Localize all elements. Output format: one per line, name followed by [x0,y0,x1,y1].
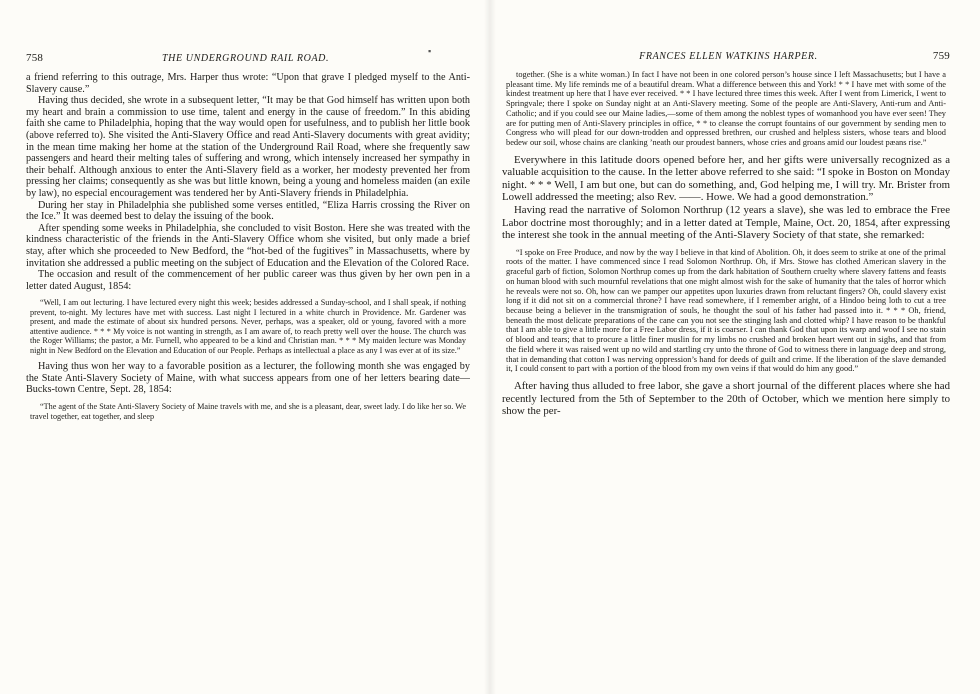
left-paragraph: a friend referring to this outrage, Mrs. Harper thus wrote: “Upon that grave I pledged myself to the Anti-Slavery cause.” [26,72,470,95]
left-paragraph: Having thus decided, she wrote in a subsequent letter, “It may be that God himself has written upon both my heart and brain a commission to use time, talent and energy in the cause of freedom.” In this abiding faith she came to Philadelphia, hoping that the way would open for usefulness, and to publish her little book (above referred to). She visited the Anti-Slavery Office and read Anti-Slavery documents with great avidity; in the mean time making her home at the station of the Underground Rail Road, where she frequently saw passengers and heard their melting tales of suffering and wrong, which intensely increased her sympathy in their behalf. Although anxious to enter the Anti-Slavery field as a worker, her modesty prevented her from pressing her claims; consequently as she was but little known, being a young and homeless maiden (an exile by law), no especial encouragement was tendered her by Anti-Slavery friends in Philadelphia. [26,95,470,199]
right-running-head [502,50,950,62]
right-letter-quote: together. (She is a white woman.) In fact I have not been in one colored person’s house since I left Massachusetts; but I have a pleasant time. My life reminds me of a beautiful dream. What a difference between this and York! * * I have met with some of the kindest treatment up here that I have ever received. * * I have lectured three times this week. After I went from Limerick, I went to Springvale; there I spoke on Sunday night at an Anti-Slavery meeting. Some of the people are Anti-Slavery, Anti-rum and Anti-Catholic; and if you could see our Maine ladies,—some of them among the noblest types of womanhood you have ever seen! They are for putting men of Anti-Slavery principles in office, * * to cleanse the corrupt fountains of our government by sending men to Congress who will plead for our down-trodden and oppressed brethren, our crushed and helpless sisters, whose tears and blood bedew our soil, whose chains are clanking ’neath our proudest banners, whose cries and groans amid our loudest pæans rise.” [506,70,946,147]
right-paragraph: Everywhere in this latitude doors opened before her, and her gifts were universally recognized as a valuable acquisition to the cause. In the letter above referred to she said: “I spoke in Boston on Monday night. * * * Well, I am but one, but can do something, and, God helping me, I will try. Mr. Brister from Lowell addressed the meeting; also Rev. ——. Howe. We had a good demonstration.” [502,153,950,204]
right-running-title: FRANCES ELLEN WATKINS HARPER. [639,51,818,62]
left-paragraph: After spending some weeks in Philadelphia, she concluded to visit Boston. Here she was treated with the kindness characteristic of the friends in the Anti-Slavery Office whom she visited, but only made a brief stay, after which she proceeded to New Bedford, the “hot-bed of the fugitives” in Massachusetts, where by invitation she addressed a public meeting on the subject of Education and the Elevation of the Colored Race. [26,222,470,269]
left-paragraph: During her stay in Philadelphia she published some verses entitled, “Eliza Harris crossing the River on the Ice.” It was deemed best to delay the issuing of the book. [26,199,470,223]
page-speck: ▪ [428,46,432,56]
left-running-title: THE UNDERGROUND RAIL ROAD. [162,53,330,64]
left-running-head [26,52,470,64]
right-page-number: 759 [932,50,950,62]
left-paragraph: Having thus won her way to a favorable position as a lecturer, the following month she was engaged by the State Anti-Slavery Society of Maine, with what success appears from one of her letters bearing date—Bucks-town Centre, Sept. 28, 1854: [26,361,470,396]
left-paragraph: The occasion and result of the commencement of her public career was thus given by her own pen in a letter dated August, 1854: [26,269,470,292]
right-letter-quote: “I spoke on Free Produce, and now by the way I believe in that kind of Abolition. Oh, it does seem to strike at one of the primal roots of the matter. I have commenced since I read Solomon Northrup. Oh, if Mrs. Stowe has clothed American slavery in the graceful garb of fiction, Solomon Northrup comes up from the dark habitation of Southern cruelty where slavery fattens and feasts on human blood with such mournful revelations that one might almost wish for the sake of humanity that the tales of horror which he reveals were not so. Oh, how can we pamper our appetites upon luxuries drawn from reluctant fingers? Oh, could slavery exist long if it did not sit on a commercial throne? I have read somewhere, if I remember aright, of a Hindoo being loth to cut a tree because being a believer in the transmigration of souls, he thought the soul of his father had passed into it. * * * Oh, friend, beneath the most delicate preparations of the cane can you not see the stinging lash and clotted whip? I have reason to be thankful that I am able to give a little more for a Free Labor dress, if it is coarser. I can thank God that upon its warp and woof I see no stain of blood and tears; that to procure a little finer muslin for my limbs no crushed and broken heart went out in sighs, and that from the field where it was raised went up no wild and startling cry unto the throne of God to witness there in language deep and strong, that in demanding that cotton I was nerving oppression’s hand for deeds of guilt and crime. If the liberation of the slave demanded it, I could consent to part with a portion of the blood from my own veins if that would do him any good.” [506,247,946,374]
right-paragraph: After having thus alluded to free labor, she gave a short journal of the different places where she had recently lectured from the 5th of September to the 20th of October, which we mention here simply to show the per- [502,379,950,418]
left-letter-quote: “Well, I am out lecturing. I have lectured every night this week; besides addressed a Sunday-school, and I shall speak, if nothing prevent, to-night. My lectures have met with success. Last night I lectured in a white church in Providence. Mr. Gardener was present, and made the estimate of about six hundred persons. Never, perhaps, was a speaker, old or young, favored with a more attentive audience. * * * My voice is not wanting in strength, as I am aware of, to reach pretty well over the house. The church was the Roger Williams; the pastor, a Mr. Furnell, who appeared to be a kind and Christian man. * * * My maiden lecture was Monday night in New Bedford on the Elevation and Education of our People. Perhaps as intellectual a place as any I was ever at of its size.” [30,298,466,355]
right-paragraph: Having read the narrative of Solomon Northrup (12 years a slave), she was led to embrace the Free Labor doctrine most thoroughly; and in a letter dated at Temple, Maine, Oct. 20, 1854, after expressing the interest she took in the annual meeting of the Anti-Slavery Society of that state, she remarked: [502,204,950,242]
right-page [490,0,980,694]
left-letter-quote: “The agent of the State Anti-Slavery Society of Maine travels with me, and she is a pleasant, dear, sweet lady. I do like her so. We travel together, eat together, and sleep [30,402,466,421]
left-page-number: 758 [26,52,44,64]
